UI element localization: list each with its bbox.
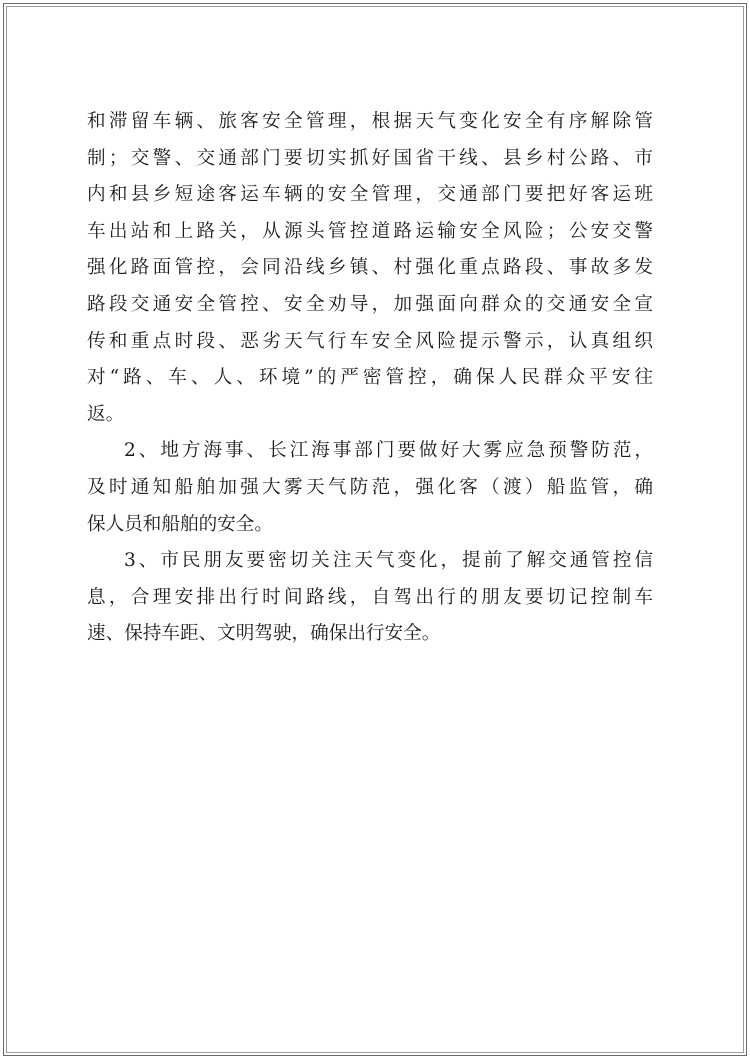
text-line: 强化路面管控，会同沿线乡镇、村强化重点路段、事故多发: [87, 257, 653, 279]
paragraph-continued: [87, 104, 653, 433]
document-body: [87, 104, 653, 653]
text-line: 对“路、车、人、环境”的严密管控，确保人民群众平安往: [87, 367, 653, 389]
text-line: 路段交通安全管控、安全劝导，加强面向群众的交通安全宣: [87, 293, 653, 315]
text-line: 息，合理安排出行时间路线，自驾出行的朋友要切记控制车: [87, 586, 653, 608]
text-line: 传和重点时段、恶劣天气行车安全风险提示警示，认真组织: [87, 330, 653, 352]
text-line: 2、地方海事、长江海事部门要做好大雾应急预警防范，: [124, 440, 653, 462]
text-line: 车出站和上路关，从源头管控道路运输安全风险；公安交警: [87, 220, 653, 242]
text-line: 和滞留车辆、旅客安全管理，根据天气变化安全有序解除管: [87, 111, 653, 132]
text-line: 制；交警、交通部门要切实抓好国省干线、县乡村公路、市: [87, 147, 653, 169]
paragraph-item-2: [87, 433, 653, 543]
text-line: 速、保持车距、文明驾驶，确保出行安全。: [87, 623, 441, 645]
text-line: 保人员和船舶的安全。: [87, 513, 273, 535]
text-line: 及时通知船舶加强大雾天气防范，强化客（渡）船监管，确: [87, 476, 653, 498]
text-line: 3、市民朋友要密切关注天气变化，提前了解交通管控信: [124, 550, 653, 572]
text-line: 内和县乡短途客运车辆的安全管理，交通部门要把好客运班: [87, 184, 653, 206]
paragraph-item-3: [87, 543, 653, 653]
text-line: 返。: [87, 403, 125, 425]
